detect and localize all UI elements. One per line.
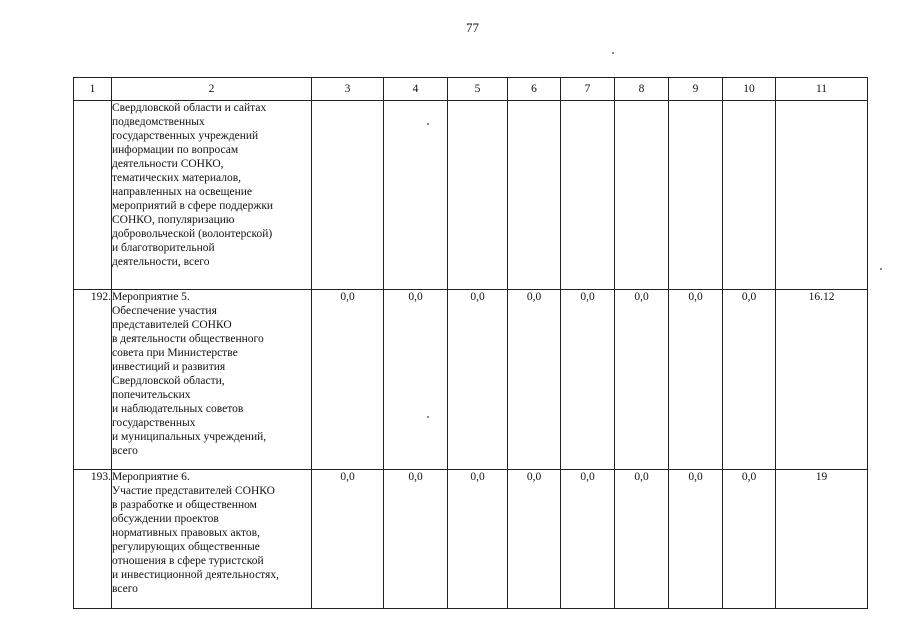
column-header: 8 [615, 78, 669, 101]
column-header: 11 [776, 78, 868, 101]
description-line: обсуждении проектов [112, 513, 219, 525]
value-cell: 0,0 [508, 470, 561, 609]
description-line: и наблюдательных советов [112, 403, 244, 415]
description-line: регулирующих общественные [112, 541, 260, 553]
value-cell [508, 101, 561, 290]
table-row [74, 290, 868, 470]
column-header: 2 [112, 78, 312, 101]
description-line: государственных учреждений [112, 130, 259, 142]
page-number: 77 [466, 20, 479, 35]
description-line: информации по вопросам [112, 144, 239, 156]
description-line: нормативных правовых актов, [112, 527, 260, 539]
description-line: всего [112, 445, 138, 457]
reference-cell: 19 [776, 470, 868, 609]
value-cell [312, 101, 384, 290]
row-description [112, 290, 312, 470]
value-cell: 0,0 [561, 290, 615, 470]
scan-speck [427, 416, 429, 418]
description-line: СОНКО, популяризацию [112, 214, 235, 226]
description-line: деятельности СОНКО, [112, 158, 224, 170]
row-number: 193. [74, 470, 112, 609]
description-line: деятельности, всего [112, 256, 210, 268]
description-line: отношения в сфере туристской [112, 555, 264, 567]
column-header: 7 [561, 78, 615, 101]
description-line: совета при Министерстве [112, 347, 238, 359]
row-number: 192. [74, 290, 112, 470]
value-cell [561, 101, 615, 290]
value-cell: 0,0 [508, 290, 561, 470]
row-number [74, 101, 112, 290]
description-line: Свердловской области, [112, 375, 225, 387]
value-cell: 0,0 [615, 290, 669, 470]
table-row [74, 470, 868, 609]
description-line: и муниципальных учреждений, [112, 431, 267, 443]
value-cell: 0,0 [669, 290, 723, 470]
value-cell: 0,0 [561, 470, 615, 609]
column-header: 3 [312, 78, 384, 101]
description-line: Обеспечение участия [112, 305, 217, 317]
value-cell: 0,0 [448, 290, 508, 470]
reference-cell: 16.12 [776, 290, 868, 470]
value-cell: 0,0 [384, 290, 448, 470]
column-header: 5 [448, 78, 508, 101]
description-line: Участие представителей СОНКО [112, 485, 275, 497]
description-line: всего [112, 583, 138, 595]
description-line: мероприятий в сфере поддержки [112, 200, 274, 212]
description-line: государственных [112, 417, 196, 429]
value-cell: 0,0 [669, 470, 723, 609]
description-line: Свердловской области и сайтах [112, 102, 267, 114]
value-cell [384, 101, 448, 290]
column-header: 6 [508, 78, 561, 101]
description-line: инвестиций и развития [112, 361, 226, 373]
description-line: попечительских [112, 389, 191, 401]
scan-speck [427, 123, 429, 125]
budget-table [73, 77, 868, 609]
description-line: в разработке и общественном [112, 499, 257, 511]
scan-speck [880, 268, 882, 270]
value-cell [723, 101, 776, 290]
description-line: в деятельности общественного [112, 333, 264, 345]
description-line: Мероприятие 5. [112, 291, 190, 303]
description-line: представителей СОНКО [112, 319, 232, 331]
column-header: 4 [384, 78, 448, 101]
description-line: и инвестиционной деятельностях, [112, 569, 279, 581]
value-cell [448, 101, 508, 290]
value-cell [615, 101, 669, 290]
value-cell: 0,0 [723, 290, 776, 470]
value-cell: 0,0 [312, 290, 384, 470]
reference-cell [776, 101, 868, 290]
description-line: Мероприятие 6. [112, 471, 190, 483]
value-cell: 0,0 [615, 470, 669, 609]
value-cell: 0,0 [384, 470, 448, 609]
value-cell: 0,0 [448, 470, 508, 609]
description-line: подведомственных [112, 116, 205, 128]
scan-speck [612, 52, 614, 54]
header-row [74, 78, 868, 101]
row-description [112, 470, 312, 609]
row-description [112, 101, 312, 290]
value-cell: 0,0 [723, 470, 776, 609]
column-header: 10 [723, 78, 776, 101]
description-line: тематических материалов, [112, 172, 241, 184]
value-cell [669, 101, 723, 290]
value-cell: 0,0 [312, 470, 384, 609]
description-line: добровольческой (волонтерской) [112, 228, 273, 240]
description-line: и благотворительной [112, 242, 215, 254]
description-line: направленных на освещение [112, 186, 253, 198]
column-header: 1 [74, 78, 112, 101]
column-header: 9 [669, 78, 723, 101]
table-row [74, 101, 868, 290]
